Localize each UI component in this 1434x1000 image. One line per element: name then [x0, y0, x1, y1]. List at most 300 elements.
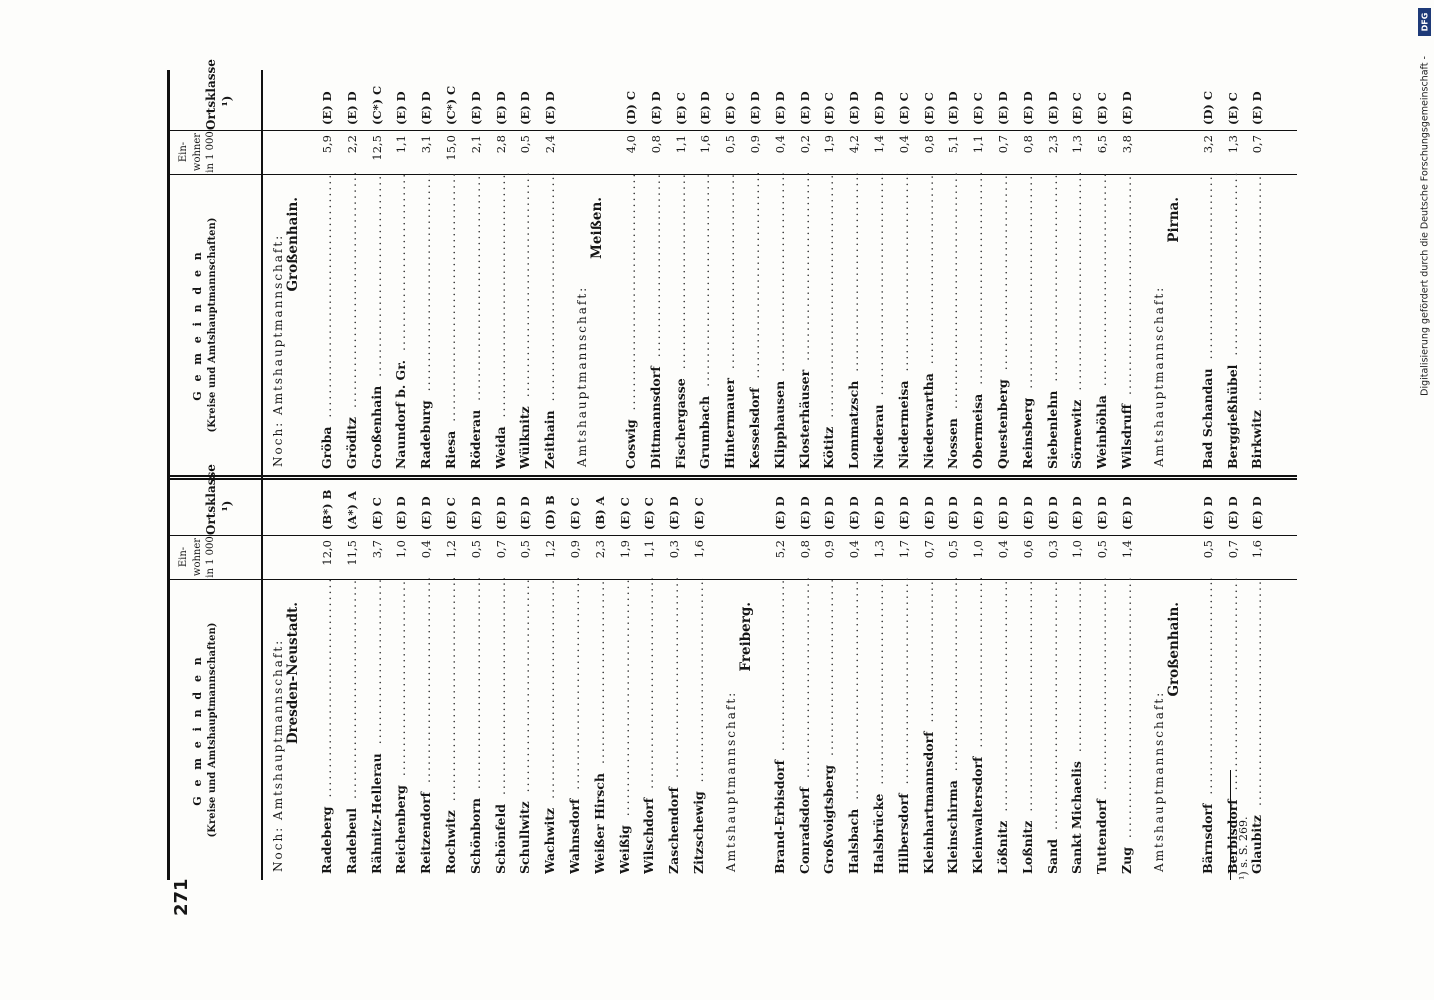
municipality-name-text: Hintermauer	[722, 375, 737, 469]
municipality-name-text: Tuttendorf	[1094, 796, 1109, 874]
municipality-name-text: Wülknitz	[517, 403, 532, 469]
municipality-name	[662, 578, 687, 874]
table-row	[513, 475, 538, 880]
table-row	[1196, 475, 1221, 880]
municipality-name-text: Zitzschewig	[691, 788, 706, 874]
municipality-name	[464, 173, 489, 469]
municipality-name	[892, 173, 917, 469]
table-row	[439, 475, 464, 880]
population-value: 0,4	[847, 540, 862, 559]
table-row	[365, 70, 390, 475]
section-district: Meißen.	[589, 197, 605, 260]
population-value: 2,3	[1045, 135, 1060, 154]
municipality-name	[693, 173, 718, 469]
municipality-name	[637, 578, 662, 874]
table-row	[1221, 70, 1246, 475]
municipality-name	[1041, 578, 1066, 874]
municipality-name-text: Weida	[493, 423, 508, 469]
table-row	[1041, 70, 1066, 475]
population-value: 0,8	[797, 540, 812, 559]
municipality-name	[817, 578, 842, 874]
municipality-name-text: Radeberg	[319, 804, 334, 875]
population-value: 1,1	[394, 135, 409, 154]
ortsklasse-value: (E) D	[394, 91, 409, 125]
section-heading	[1152, 177, 1182, 467]
ortsklasse-value: (E) D	[1250, 91, 1265, 125]
section-label: Amtshauptmannschaft:	[1151, 690, 1166, 872]
dfg-logo-text: DFG	[1420, 12, 1429, 32]
table-row	[464, 70, 489, 475]
municipality-name-text: Sörnewitz	[1069, 397, 1084, 469]
population-value: 0,9	[568, 540, 582, 559]
section-district: Großenhain.	[1165, 602, 1182, 697]
municipality-name-text: Halsbrücke	[871, 791, 886, 874]
municipality-name	[768, 173, 793, 469]
table-row	[613, 475, 638, 880]
municipality-name	[1090, 578, 1115, 874]
footnote-rule	[1230, 770, 1231, 880]
section-label: Noch: Amtshauptmannschaft:	[271, 233, 285, 467]
table-row	[489, 70, 514, 475]
ortsklasse-value: (E) D	[1045, 496, 1060, 530]
ortsklasse-value: (E) D	[1250, 496, 1265, 530]
population-value: 2,2	[344, 135, 359, 154]
ortsklasse-value: (E) D	[394, 496, 409, 530]
municipality-name-text: Nossen	[945, 415, 960, 469]
municipality-name-text: Sand	[1045, 836, 1060, 874]
section-label: Amtshauptmannschaft:	[575, 285, 589, 467]
municipality-table	[167, 59, 1297, 880]
table-row	[365, 475, 390, 880]
table-row	[439, 70, 464, 475]
table-row	[669, 70, 694, 475]
municipality-name	[513, 578, 538, 874]
municipality-name	[439, 173, 464, 469]
municipality-name	[489, 173, 514, 469]
population-value: 0,4	[996, 540, 1010, 559]
municipality-name-text: Radeburg	[418, 397, 433, 469]
municipality-name	[991, 578, 1016, 874]
population-value: 3,8	[1120, 135, 1134, 154]
ortsklasse-value: (E) D	[847, 91, 862, 125]
municipality-name	[842, 578, 867, 874]
population-value: 3,2	[1200, 135, 1215, 154]
ortsklasse-value: (E) D	[896, 496, 911, 530]
ortsklasse-value: (E) D	[344, 91, 359, 125]
municipality-name-text: Rochwitz	[443, 807, 458, 874]
population-value: 1,2	[444, 540, 458, 559]
municipality-name-text: Kötitz	[821, 424, 836, 469]
table-right-half	[167, 59, 1297, 475]
table-row	[315, 475, 340, 880]
ortsklasse-value: (E) C	[822, 92, 837, 125]
ortsklasse-value: (E) D	[847, 496, 862, 530]
section-label: Amtshauptmannschaft:	[723, 690, 738, 872]
population-value: 12,5	[369, 135, 384, 161]
population-value: 1,2	[543, 540, 558, 559]
population-value: 1,0	[971, 540, 986, 559]
ortsklasse-value: (E) D	[1020, 496, 1035, 530]
ortsklasse-value: (E) D	[772, 496, 787, 530]
header-gemeinden	[173, 580, 279, 880]
municipality-name	[538, 578, 563, 874]
table-row	[966, 70, 991, 475]
ortsklasse-value: (E) D	[946, 496, 961, 530]
municipality-name	[1245, 173, 1270, 469]
section-label: Noch: Amtshauptmannschaft:	[271, 638, 285, 872]
municipality-name	[1016, 173, 1041, 469]
ortsklasse-value: (B) A	[592, 496, 607, 530]
municipality-name-text: Kleinschirma	[945, 777, 960, 874]
table-row	[340, 70, 365, 475]
population-value: 6,5	[1095, 135, 1110, 154]
population-value: 0,9	[748, 135, 762, 154]
municipality-name	[718, 173, 743, 469]
municipality-name-text: Niederau	[871, 401, 886, 469]
municipality-name	[489, 578, 514, 874]
ortsklasse-value: (C*) C	[369, 85, 384, 125]
ortsklasse-value: (E) C	[692, 497, 706, 530]
ortsklasse-value: (D) C	[1200, 90, 1215, 125]
section-label: Amtshauptmannschaft:	[1151, 285, 1166, 467]
municipality-name-text: Großenhain	[369, 383, 384, 469]
population-value: 2,4	[543, 135, 558, 154]
municipality-name	[793, 173, 818, 469]
municipality-name-text: Zaschendorf	[666, 784, 681, 874]
municipality-name-text: Riesa	[443, 428, 458, 469]
ortsklasse-value: (E) D	[971, 496, 986, 530]
table-row	[315, 70, 340, 475]
municipality-name-text: Sankt Michaelis	[1069, 758, 1084, 874]
municipality-name-text: Schönfeld	[493, 801, 508, 874]
table-row	[414, 70, 439, 475]
municipality-name-text: Berggießhübel	[1225, 362, 1240, 469]
table-row	[817, 70, 842, 475]
population-value: 0,7	[921, 540, 936, 559]
ortsklasse-value: (E) C	[369, 497, 384, 530]
population-value: 1,3	[1070, 135, 1085, 154]
municipality-name	[1115, 173, 1140, 469]
municipality-name-text: Niederwartha	[921, 370, 936, 469]
municipality-name-text: Coswig	[623, 416, 638, 469]
municipality-name-text: Kleinwaltersdorf	[970, 754, 985, 874]
table-row	[793, 475, 818, 880]
ortsklasse-value: (E) D	[493, 91, 508, 125]
population-value: 0,6	[1020, 540, 1035, 559]
municipality-name	[892, 578, 917, 874]
municipality-name	[1115, 578, 1140, 874]
header-gemeinden-subtitle: (Kreise und Amtshauptmannschaften)	[206, 622, 218, 838]
ortsklasse-value: (E) D	[872, 496, 886, 530]
population-value: 1,6	[698, 135, 713, 154]
header-gemeinden-subtitle: (Kreise und Amtshauptmannschaften)	[206, 217, 218, 433]
municipality-name-text: Reichenberg	[393, 782, 408, 874]
municipality-name	[1090, 173, 1115, 469]
table-row	[489, 475, 514, 880]
ortsklasse-value: (E) D	[518, 91, 533, 125]
population-value: 0,5	[1095, 540, 1110, 559]
table-row	[644, 70, 669, 475]
ortsklasse-value: (E) D	[468, 91, 483, 125]
ortsklasse-value: (E) C	[971, 92, 986, 125]
ortsklasse-value: (E) D	[921, 496, 936, 530]
table-row	[538, 70, 563, 475]
population-value: 1,3	[1225, 135, 1240, 154]
municipality-name-text: Wachwitz	[542, 805, 557, 874]
municipality-name-text: Reitzendorf	[418, 789, 433, 874]
municipality-name	[389, 578, 414, 874]
municipality-name-text: Wilsdruff	[1119, 401, 1134, 469]
population-value: 0,5	[468, 540, 483, 559]
population-value: 0,5	[946, 540, 961, 559]
municipality-name-text: Questenberg	[995, 376, 1010, 469]
ortsklasse-value: (E) D	[1045, 91, 1060, 125]
population-value: 0,7	[493, 540, 508, 559]
table-row	[768, 70, 793, 475]
municipality-name-text: Berbisdorf	[1225, 796, 1240, 874]
ortsklasse-value: (E) D	[1120, 91, 1134, 125]
table-row	[991, 70, 1016, 475]
municipality-name-text: Lommatzsch	[846, 378, 861, 469]
municipality-name	[941, 173, 966, 469]
table-row	[842, 475, 867, 880]
municipality-name	[917, 173, 942, 469]
ortsklasse-value: (E) C	[444, 497, 458, 530]
table-row	[941, 475, 966, 880]
municipality-name	[588, 578, 613, 874]
municipality-name-text: Fischergasse	[673, 375, 688, 469]
section-district: Dresden-Neustadt.	[285, 602, 301, 745]
section-heading	[724, 582, 754, 872]
table-row	[538, 475, 563, 880]
ortsklasse-value: (E) D	[1120, 496, 1134, 530]
municipality-name-text: Schullwitz	[517, 798, 532, 874]
population-value: 0,2	[797, 135, 812, 154]
municipality-name-text: Hilbersdorf	[896, 790, 911, 874]
table-row	[793, 70, 818, 475]
population-value: 0,7	[1225, 540, 1240, 559]
population-value: 0,3	[1045, 540, 1060, 559]
table-row	[892, 475, 917, 880]
population-value: 1,0	[394, 540, 409, 559]
population-value: 0,4	[772, 135, 787, 154]
ortsklasse-value: (E) D	[698, 91, 713, 125]
header-einwohner: Ein- wohner in 1 000	[173, 130, 265, 175]
table-row	[340, 475, 365, 880]
population-value: 1,6	[1250, 540, 1265, 559]
municipality-name	[1065, 578, 1090, 874]
ortsklasse-value: (E) D	[822, 496, 837, 530]
section-heading	[271, 177, 301, 467]
population-value: 15,0	[444, 135, 458, 161]
municipality-name-text: Rähnitz-Hellerau	[369, 750, 384, 874]
municipality-name-text: Gröba	[319, 424, 334, 469]
municipality-name	[365, 173, 390, 469]
municipality-name-text: Siebenlehn	[1045, 388, 1060, 469]
ortsklasse-value: (A*) A	[344, 491, 359, 530]
municipality-name	[687, 578, 712, 874]
table-row	[1115, 475, 1140, 880]
ortsklasse-value: (E) D	[648, 91, 663, 125]
section-district: Freiberg.	[737, 602, 754, 672]
municipality-name-text: Röderau	[468, 407, 483, 469]
municipality-name	[315, 173, 340, 469]
section-heading	[575, 177, 605, 467]
population-value: 2,8	[493, 135, 508, 154]
ortsklasse-value: (D) B	[543, 495, 558, 530]
municipality-name	[768, 578, 793, 874]
table-row	[693, 70, 718, 475]
municipality-name-text: Klosterhäuser	[797, 367, 812, 469]
ortsklasse-value: (E) C	[1070, 92, 1085, 125]
table-row	[743, 70, 768, 475]
table-row	[1041, 475, 1066, 880]
municipality-name-text: Klipphausen	[772, 378, 787, 469]
population-value: 3,7	[369, 540, 384, 559]
municipality-name	[414, 578, 439, 874]
municipality-name	[743, 173, 768, 469]
municipality-name	[669, 173, 694, 469]
municipality-name-text: Wilschdorf	[641, 795, 656, 874]
ortsklasse-value: (E) D	[1200, 496, 1215, 530]
page-number: 271	[171, 878, 192, 916]
ortsklasse-value: (E) D	[996, 496, 1010, 530]
ortsklasse-value: (E) C	[921, 92, 936, 125]
ortsklasse-value: (E) D	[797, 91, 812, 125]
ortsklasse-value: (E) D	[1070, 496, 1085, 530]
municipality-name-text: Weißig	[617, 822, 632, 874]
ortsklasse-value: (E) D	[996, 91, 1010, 125]
municipality-name-text: Grumbach	[697, 393, 712, 469]
municipality-name	[1196, 578, 1221, 874]
municipality-name	[563, 578, 588, 874]
municipality-name-text: Zug	[1119, 844, 1134, 874]
ortsklasse-value: (E) D	[797, 496, 812, 530]
table-row	[1065, 475, 1090, 880]
ortsklasse-value: (E) D	[946, 91, 961, 125]
rotated-page-content	[127, 59, 1307, 930]
municipality-name-text: Birkwitz	[1249, 407, 1264, 469]
ortsklasse-value: (E) C	[896, 92, 911, 125]
population-value: 4,2	[847, 135, 862, 154]
ortsklasse-value: (E) D	[543, 91, 558, 125]
table-row	[867, 70, 892, 475]
municipality-name	[414, 173, 439, 469]
municipality-name	[464, 578, 489, 874]
population-value: 0,9	[822, 540, 837, 559]
table-row	[991, 475, 1016, 880]
population-value: 1,0	[1070, 540, 1085, 559]
population-value: 0,5	[518, 135, 533, 154]
population-value: 0,4	[419, 540, 434, 559]
municipality-name	[941, 578, 966, 874]
municipality-name-text: Conradsdorf	[797, 784, 812, 874]
municipality-name	[842, 173, 867, 469]
ortsklasse-value: (E) D	[748, 91, 762, 125]
credit-text: Digitalisierung gefördert durch die Deutsche Forschungsgemeinschaft -	[1419, 56, 1431, 396]
municipality-name-text: Schönborn	[468, 795, 483, 874]
section-heading	[271, 582, 301, 872]
municipality-name	[1221, 173, 1246, 469]
ortsklasse-value: (E) C	[1225, 92, 1240, 125]
header-ortsklasse: Ortsklasse ¹)	[173, 72, 291, 131]
municipality-name	[966, 173, 991, 469]
table-row	[414, 475, 439, 880]
municipality-name-text: Weißer Hirsch	[592, 770, 607, 874]
municipality-name-text: Naundorf b. Gr.	[393, 357, 408, 469]
municipality-name	[991, 173, 1016, 469]
population-value: 0,7	[996, 135, 1010, 154]
municipality-name	[1065, 173, 1090, 469]
table-row	[637, 475, 662, 880]
municipality-name	[867, 578, 892, 874]
municipality-name-text: Dittmannsdorf	[648, 363, 663, 469]
municipality-name-text: Zeithain	[542, 407, 557, 469]
population-value: 3,1	[419, 135, 434, 154]
municipality-name	[644, 173, 669, 469]
table-row	[842, 70, 867, 475]
table-row	[389, 475, 414, 880]
table-row	[513, 70, 538, 475]
population-value: 1,6	[692, 540, 706, 559]
table-row	[817, 475, 842, 880]
municipality-name-text: Radebeul	[344, 805, 359, 874]
population-value: 1,7	[896, 540, 911, 559]
table-row	[1090, 475, 1115, 880]
header-einwohner: Ein- wohner in 1 000	[173, 535, 265, 580]
table-left-half	[167, 464, 1297, 880]
municipality-name	[1196, 173, 1221, 469]
population-value: 12,0	[320, 540, 334, 566]
table-row	[687, 475, 712, 880]
population-value: 2,3	[592, 540, 607, 559]
population-value: 4,0	[624, 135, 638, 154]
ortsklasse-value: (E) C	[642, 497, 657, 530]
population-value: 1,4	[872, 135, 886, 154]
municipality-name	[538, 173, 563, 469]
table-row	[619, 70, 644, 475]
ortsklasse-value: (E) C	[723, 92, 738, 125]
section-district: Pirna.	[1165, 197, 1182, 243]
population-value: 0,8	[1020, 135, 1035, 154]
municipality-name	[340, 578, 365, 874]
section-heading	[1152, 582, 1182, 872]
municipality-name-text: Obermeisa	[970, 391, 985, 469]
municipality-name-text: Großvoigtsberg	[821, 762, 836, 874]
population-value: 1,9	[617, 540, 632, 559]
header-gemeinden	[173, 175, 279, 475]
population-value: 0,5	[723, 135, 738, 154]
table-row	[867, 475, 892, 880]
ortsklasse-value: (E) D	[772, 91, 787, 125]
municipality-name-text: Kleinhartmannsdorf	[921, 728, 936, 874]
municipality-name	[867, 173, 892, 469]
municipality-name-text: Bad Schandau	[1200, 365, 1215, 469]
ortsklasse-value: (E) D	[1225, 496, 1240, 530]
municipality-name	[1041, 173, 1066, 469]
municipality-name	[439, 578, 464, 874]
section-district: Großenhain.	[285, 197, 301, 292]
population-value: 5,9	[320, 135, 334, 154]
ortsklasse-value: (E) D	[419, 496, 434, 530]
table-row	[768, 475, 793, 880]
ortsklasse-value: (E) C	[617, 497, 632, 530]
table-row	[464, 475, 489, 880]
municipality-name	[917, 578, 942, 874]
ortsklasse-value: (E) D	[1095, 496, 1110, 530]
population-value: 0,8	[921, 135, 936, 154]
population-value: 0,5	[518, 540, 533, 559]
